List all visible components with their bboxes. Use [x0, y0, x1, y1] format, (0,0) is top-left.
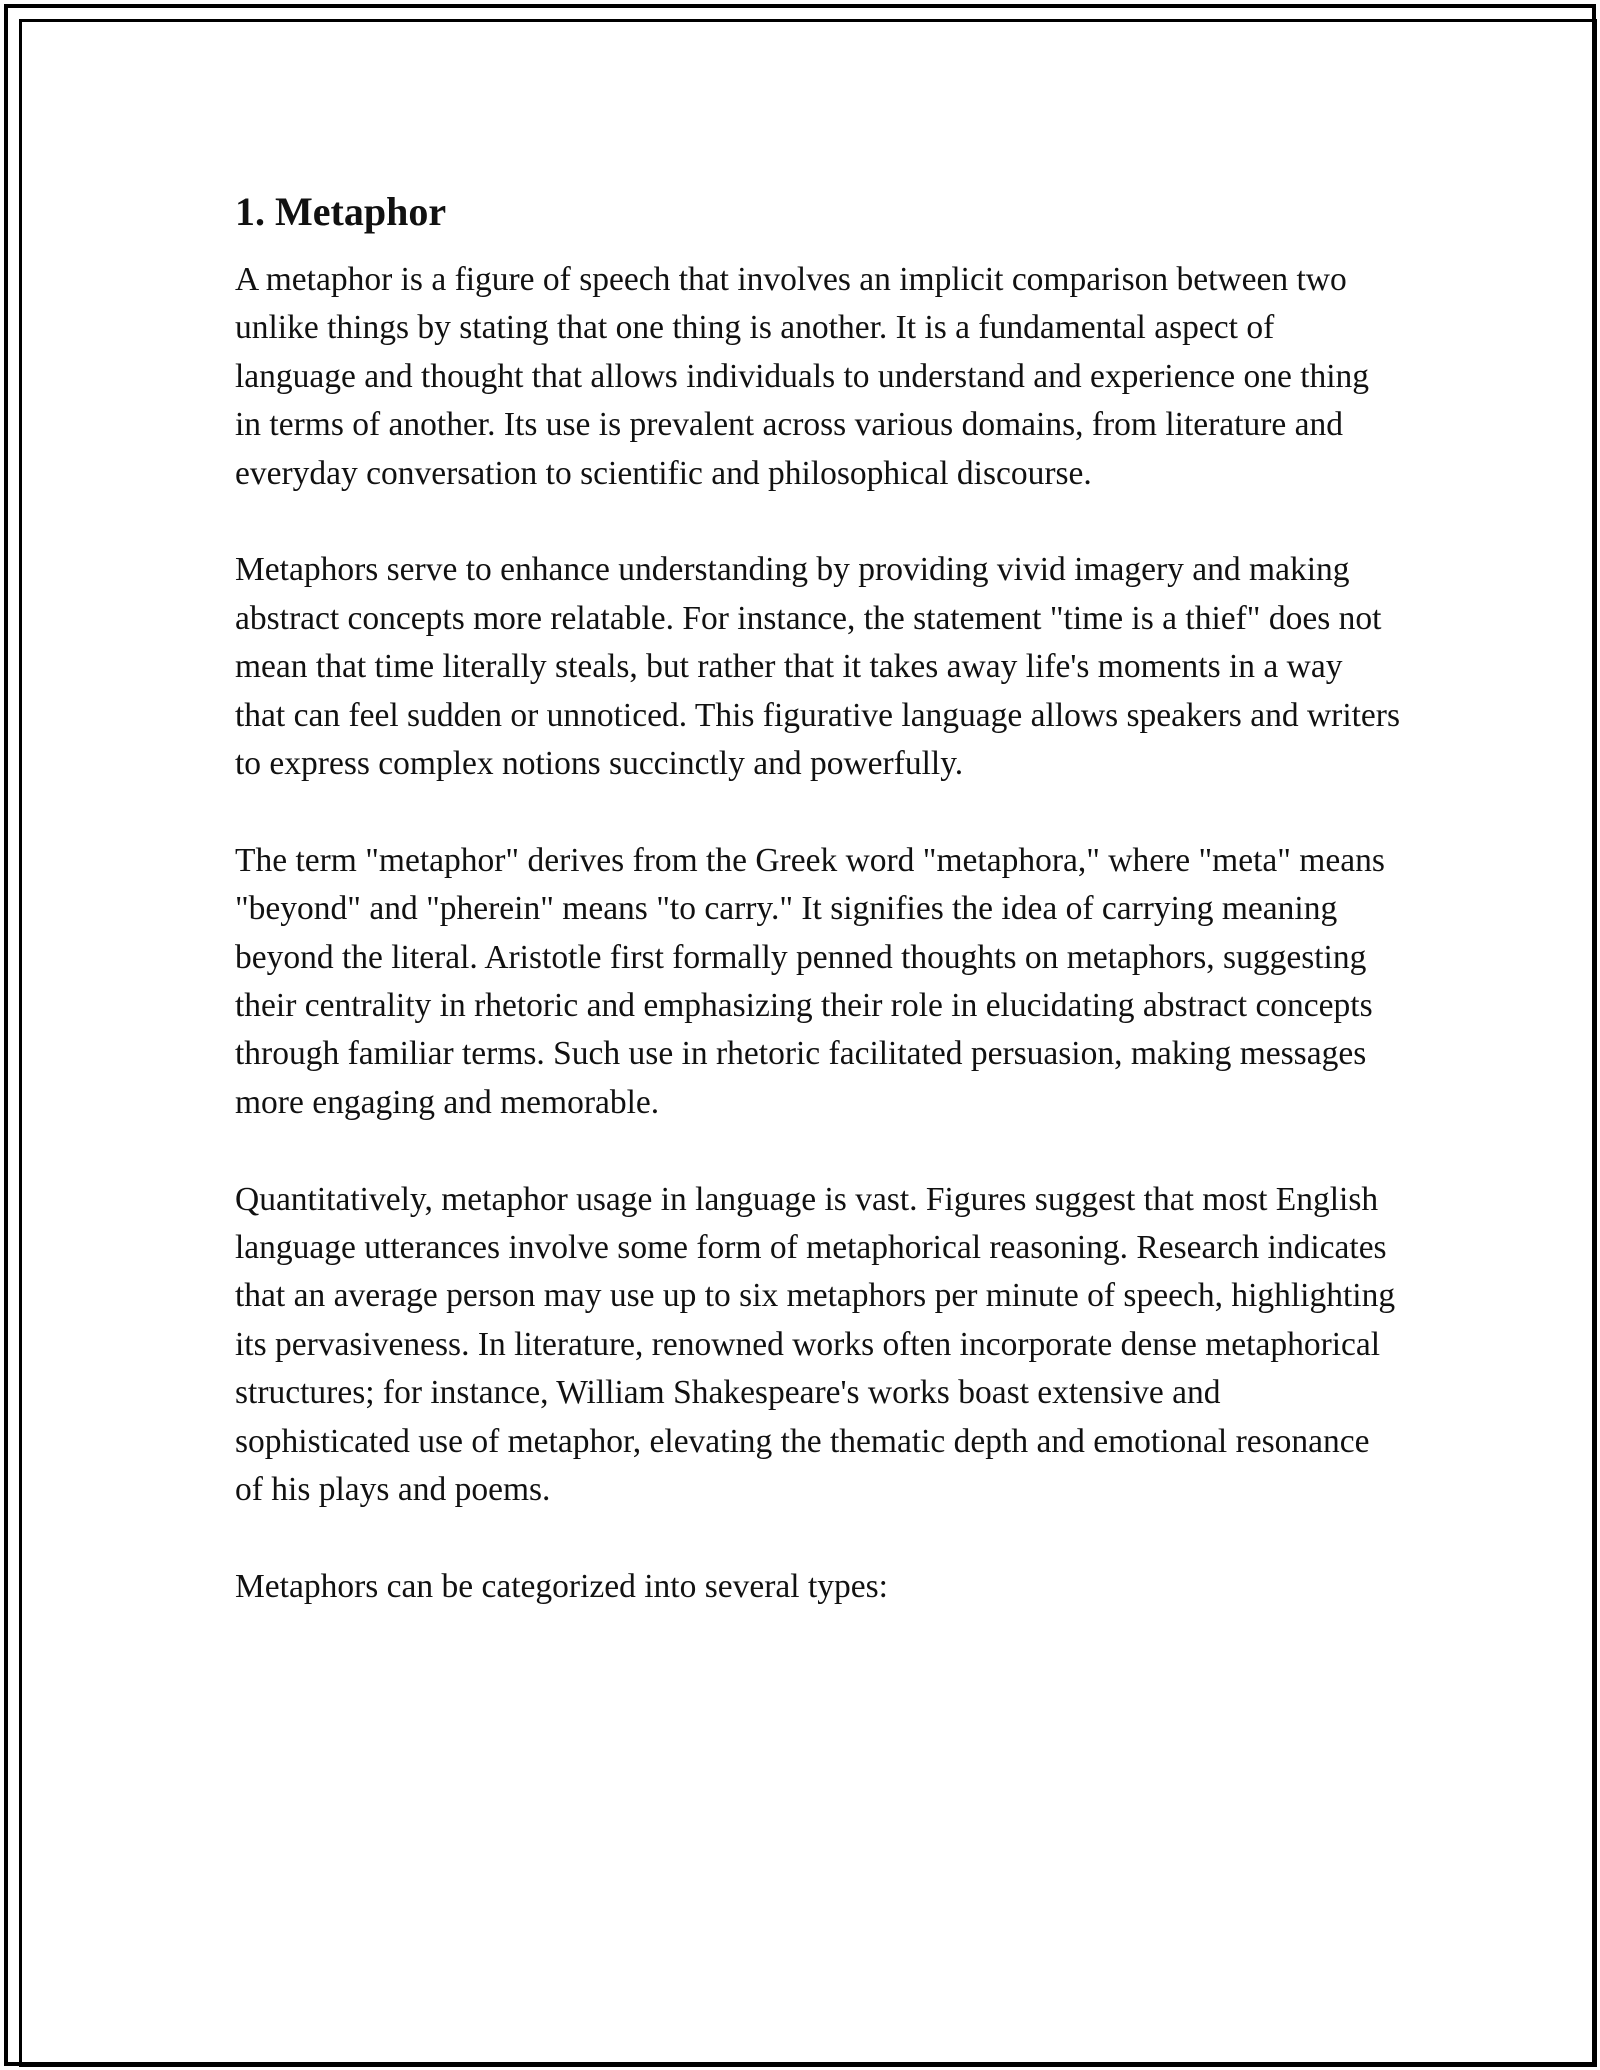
section-heading: 1. Metaphor [235, 189, 447, 234]
paragraph-types-intro: Metaphors can be categorized into several types: [235, 1567, 888, 1605]
paragraph-usage: Quantitatively, metaphor usage in language is vast. Figures suggest that most English language utterances involve some form of metaphorical reasoning. Research indicates that an average person may use up to six metaphors per minute of speech, highlighting its pervasiveness. In literature, renowned works often incorporate dense metaphorical structures; for instance, William Shakespeare's works boast extensive and sophisticated use of metaphor, elevating the thematic depth and emotional resonance of his plays and poems. [235, 1180, 1396, 1509]
document-body [235, 186, 1400, 1660]
paragraph-definition: A metaphor is a figure of speech that involves an implicit comparison between two unlike things by stating that one thing is another. It is a fundamental aspect of language and thought that allows individuals to understand and experience one thing in terms of another. Its use is prevalent across various domains, from literature and everyday conversation to scientific and philosophical discourse. [235, 261, 1370, 492]
paragraph-understanding: Metaphors serve to enhance understanding by providing vivid imagery and making abstract concepts more relatable. For instance, the statement "time is a thief" does not mean that time literally steals, but rather that it takes away life's moments in a way that can feel sudden or unnoticed. This figurative language allows speakers and writers to express complex notions succinctly and powerfully. [235, 551, 1400, 783]
paragraph-etymology: The term "metaphor" derives from the Greek word "metaphora," where "meta" means "beyond" and "pherein" means "to carry." It signifies the idea of carrying meaning beyond the literal. Aristotle first formally penned thoughts on metaphors, suggesting their centrality in rhetoric and emphasizing their role in elucidating abstract concepts through familiar terms. Such use in rhetoric facilitated persuasion, making messages more engaging and memorable. [235, 841, 1385, 1121]
